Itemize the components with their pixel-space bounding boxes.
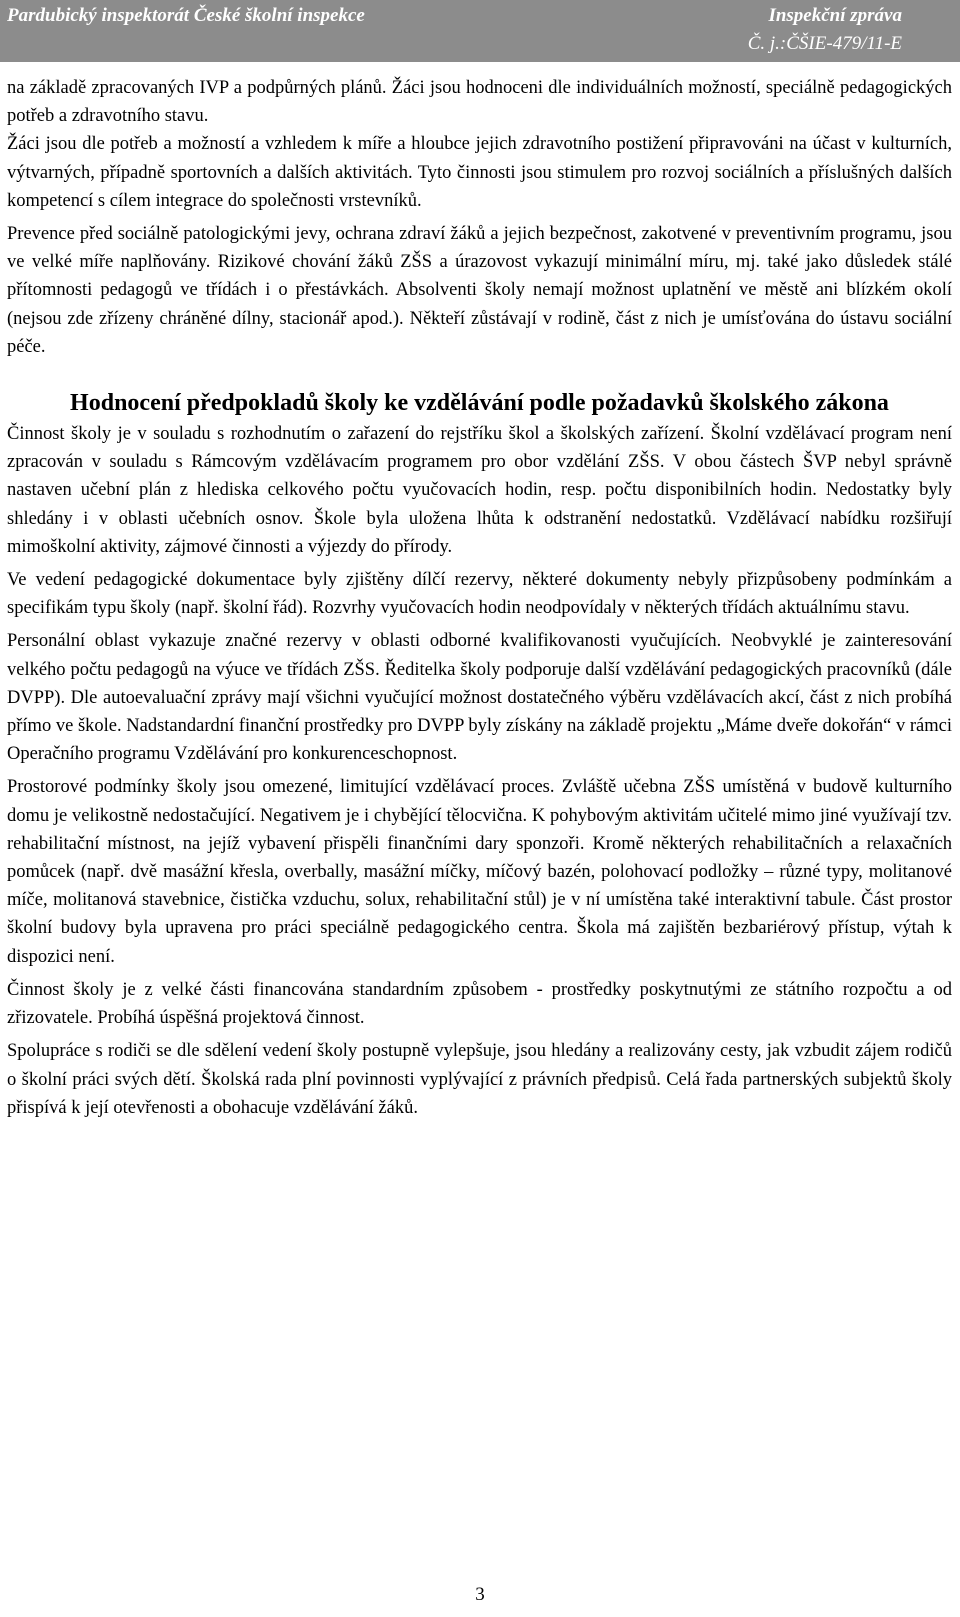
paragraph: Prostorové podmínky školy jsou omezené, limitující vzdělávací proces. Zvláště učebna ZŠS umístěná v budově kulturního domu je velikostně nedostačující. Negativem je i chybějící tělocvična. K pohybovým aktivitám učitelé mimo jiné využívají tzv. rehabilitační místnost, na jejíž vybavení přispěli finančními dary sponzoři. Kromě některých rehabilitačních a relaxačních pomůcek (např. dvě masážní křesla, overbally, masážní míčky, míčový bazén, polohovací podložky – různé typy, molitanové míče, molitanová stavebnice, čistička vzduchu, solux, rehabilitační stůl) je v ní umístěna také interaktivní tabule. Část prostor školní budovy byla upravena pro práci speciálně pedagogického centra. Škola má zajištěn bezbariérový přístup, výtah k dispozici není. [7,777,952,967]
section-heading: Hodnocení předpokladů školy ke vzdělávání podle požadavků školského zákona [70,390,889,417]
paragraph: Činnost školy je z velké části financována standardním způsobem - prostředky poskytnutými ze státního rozpočtu a od zřizovatele. Probíhá úspěšná projektová činnost. [7,979,952,1029]
page-header [0,0,960,62]
paragraph: Spolupráce s rodiči se dle sdělení vedení školy postupně vylepšuje, jsou hledány a realizovány cesty, jak vzbudit zájem rodičů o školní práci svých dětí. Školská rada plní povinnosti vyplývající z právních předpisů. Celá řada partnerských subjektů školy přispívá k její otevřenosti a obohacuje vzdělávání žáků. [7,1041,952,1118]
page-number: 3 [475,1584,485,1605]
paragraph: Ve vedení pedagogické dokumentace byly zjištěny dílčí rezervy, některé dokumenty nebyly přizpůsobeny podmínkám a specifikám typu školy (např. školní řád). Rozvrhy vyučovacích hodin neodpovídaly v některých třídách aktuálnímu stavu. [7,570,952,619]
paragraph: Činnost školy je v souladu s rozhodnutím o zařazení do rejstříku škol a školských zařízení. Školní vzdělávací program není zpracován v souladu s Rámcovým vzdělávacím programem pro obor vzdělání ZŠS. V obou částech ŠVP nebyl správně nastaven učební plán z hlediska celkového počtu vyučovacích hodin, resp. počtu disponibilních hodin. Nedostatky byly shledány i v oblasti učebních osnov. Škole byla uložena lhůta k odstranění nedostatků. Vzdělávací nabídku rozšiřují mimoškolní aktivity, zájmové činnosti a výjezdy do přírody. [7,424,952,557]
paragraph: Prevence před sociálně patologickými jevy, ochrana zdraví žáků a jejich bezpečnost, zakotvené v preventivním programu, jsou ve velké míře naplňovány. Rizikové chování žáků ZŠS a úrazovost vykazují minimální míru, mj. také jako důsledek stálé přítomnosti pedagogů ve třídách i o přestávkách. Absolventi školy nemají možnost uplatnění ve městě ani blízkém okolí (nejsou zde zřízeny chráněné dílny, stacionář apod.). Někteří zůstávají v rodině, část z nich je umísťována do ústavu sociální péče. [7,224,952,357]
paragraph: Žáci jsou dle potřeb a možností a vzhledem k míře a hloubce jejich zdravotního postižení připravováni na účast v kulturních, výtvarných, případně sportovních a dalších aktivitách. Tyto činnosti jsou stimulem pro rozvoj sociálních a příslušných dalších kompetencí s cílem integrace do společnosti vrstevníků. [7,134,952,211]
paragraph: Personální oblast vykazuje značné rezervy v oblasti odborné kvalifikovanosti vyučujících. Neobvyklé je zainteresování velkého počtu pedagogů na výuce ve třídách ZŠS. Ředitelka školy podporuje další vzdělávání pedagogických pracovníků (dále DVPP). Dle autoevaluační zprávy mají všichni vyučující možnost dostatečného výběru vzdělávacích akcí, část z nich probíhá přímo ve škole. Nadstandardní finanční prostředky pro DVPP byly získány na základě projektu „Máme dveře dokořán“ v rámci Operačního programu Vzdělávání pro konkurenceschopnost. [7,631,952,765]
paragraph: na základě zpracovaných IVP a podpůrných plánů. Žáci jsou hodnoceni dle individuálních možností, speciálně pedagogických potřeb a zdravotního stavu. [7,78,952,127]
document-body [7,74,952,1127]
header-reference-number: Č. j.:ČŠIE-479/11-E [747,33,902,54]
header-report-title: Inspekční zpráva [768,5,902,26]
header-inspectorate: Pardubický inspektorát České školní inspekce [7,5,365,26]
